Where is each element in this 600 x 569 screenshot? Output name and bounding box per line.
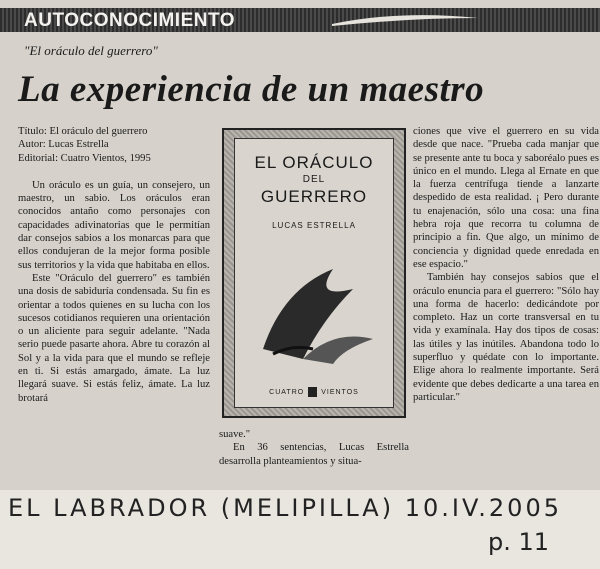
column3-paragraph-1: ciones que vive el guerrero en su vida desde que nace. "Prueba cada manjar que se presente ante tu boca y saboréalo pues es único en el mundo. Llega al Ernate en que la fuerza centrífuga tiende a lanzarte despedido de esta realidad. ¡ Pero durante tu enajenación, sólo una cosa: una fina hebra roja que recorra tu columna de principio a fin. Que algo, un mínimo de conciencia y dignidad quede enredada en ese espacio." (413, 126, 599, 270)
column2-paragraph-2: En 36 sentencias, Lucas Estrella desarrolla planteamientos y situa- (219, 442, 409, 467)
column2-paragraph-1-end: suave." (219, 429, 251, 440)
article-column-3 (413, 125, 599, 404)
book-publisher-line: Editorial: Cuatro Vientos, 1995 (18, 152, 151, 164)
book-cover-image (222, 128, 406, 418)
book-cover-title-line-3: GUERRERO (260, 187, 368, 206)
publisher-logo-icon (308, 387, 317, 397)
section-label: AUTOCONOCIMIENTO (24, 10, 236, 31)
column1-paragraph-2: Este "Oráculo del guerrero" es también una dosis de sabiduría condensada. Su fin es orientar a todos quienes en su lucha con los sucesos cotidianos requieren una orientación o un aliciente para seguir adelante. "Nada serio puede pasarte ahora. Abre tu corazón al Sol y a la vida para que el mundo se refleje en ti. Si estás amargado, ámate. La luz llegará suave. Si estás feliz, ámate. La luz brotará (18, 272, 210, 404)
publisher-word-1: CUATRO (269, 388, 305, 396)
book-info (18, 125, 210, 165)
book-cover-panel (234, 138, 394, 408)
column3-paragraph-2: También hay consejos sabios que el oráculo enuncia para el guerrero: "Sólo hay una forma de hacerlo: dedicándote por completo. Haz un corte transversal en tu vida y examínala. Hay dos tipos de cosas: las útiles y las inútiles. Abandona todo lo superfluo y quédate con lo importante. Elige ahora lo realmente importante. Será evidente que debes dedicarte a una tarea en particular." (413, 272, 599, 403)
book-author-line: Autor: Lucas Estrella (18, 139, 109, 151)
book-cover-title-line-1: EL ORÁCULO (254, 153, 374, 172)
book-cover-title (235, 153, 393, 207)
article-headline: La experiencia de un maestro (18, 69, 485, 110)
article-kicker: "El oráculo del guerrero" (24, 43, 158, 58)
article-column-2 (219, 428, 409, 468)
handwritten-source-note: EL LABRADOR (MELIPILLA) 10.IV.2005 (8, 494, 562, 522)
column1-paragraph-1: Un oráculo es un guía, un consejero, un maestro, un sabio. Los oráculos eran conocidos antaño como personajes con capacidades adivinatorias que le permitían dar consejos sabios a los monarcas para que ellos condujeran de la mejor forma posible sus territorios y la vida que habitaba en ellos. (18, 179, 210, 271)
section-header-bar (0, 8, 600, 32)
book-title-line: Título: El oráculo del guerrero (18, 126, 148, 137)
book-cover-title-line-2: DEL (302, 174, 326, 185)
article-column-1 (18, 125, 210, 405)
decorative-swoosh-icon (330, 12, 480, 28)
book-cover-author: LUCAS ESTRELLA (272, 221, 356, 230)
publisher-word-2: VIENTOS (321, 388, 359, 396)
warrior-illustration-icon (243, 249, 389, 369)
book-cover-publisher (235, 387, 393, 397)
handwritten-page-number: p. 11 (488, 528, 550, 556)
